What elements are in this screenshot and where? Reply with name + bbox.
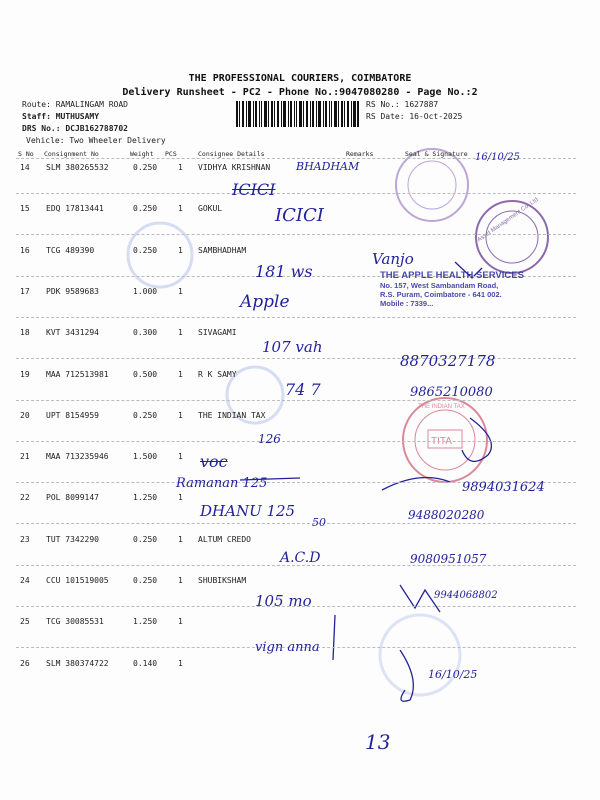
row-weight: 0.500 (133, 370, 158, 379)
runsheet-subtitle: Delivery Runsheet - PC2 - Phone No.:9047080280 - Page No.:2 (122, 87, 478, 98)
table-row (0, 617, 600, 637)
svg-text:TITA: TITA (431, 436, 452, 447)
table-row (0, 452, 600, 472)
apple-stamp-addr1: No. 157, West Sambandam Road, (380, 281, 499, 290)
row-consignee: GOKUL (198, 204, 223, 213)
row-sno: 25 (20, 617, 30, 626)
col-seal: Seal & Signature (405, 150, 468, 158)
hw-r17-a: Apple (240, 292, 290, 312)
company-title: THE PROFESSIONAL COURIERS, COIMBATORE (188, 73, 412, 84)
table-row (0, 411, 600, 431)
row-consignment: TCG 489390 (46, 246, 95, 255)
row-consignment: TUT 7342290 (46, 535, 99, 544)
row-sno: 14 (20, 163, 30, 172)
hw-r23-a: A.C.D (280, 550, 321, 566)
hw-r16-a: 181 ws (255, 262, 313, 281)
row-weight: 1.500 (133, 452, 158, 461)
row-sno: 17 (20, 287, 30, 296)
drs-label: DRS No.: DCJB162788702 (22, 124, 128, 133)
hw-r26-date: 16/10/25 (428, 668, 478, 681)
row-consignment: SLM 380374722 (46, 659, 109, 668)
row-weight: 0.250 (133, 535, 158, 544)
apple-stamp-addr2: R.S. Puram, Coimbatore - 641 002. (380, 290, 502, 299)
row-weight: 0.250 (133, 163, 158, 172)
row-divider (16, 193, 576, 194)
hw-r14-note: BHADHAM (296, 160, 360, 173)
rs-no-label: RS No.: 1627887 (366, 100, 439, 109)
hw-r21-a: voc (200, 452, 228, 471)
row-sno: 19 (20, 370, 30, 379)
row-sno: 20 (20, 411, 30, 420)
hw-r24-a: 105 mo (255, 592, 312, 610)
row-consignee: THE INDIAN TAX (198, 411, 266, 420)
row-consignment: MAA 713235946 (46, 452, 109, 461)
row-consignee: ALTUM CREDO (198, 535, 251, 544)
row-consignee: SAMBHADHAM (198, 246, 247, 255)
col-consignment: Consignment No (44, 150, 99, 158)
row-consignee: SIVAGAMI (198, 328, 237, 337)
hw-r15-note: ICICI (275, 205, 324, 226)
mgmt-stamp-text: Asset Management Co. Ltd (476, 196, 540, 244)
row-pcs: 1 (178, 617, 183, 626)
col-pcs: PCS (165, 150, 177, 158)
row-consignee: R K SAMY (198, 370, 237, 379)
row-pcs: 1 (178, 328, 183, 337)
row-pcs: 1 (178, 370, 183, 379)
row-weight: 0.140 (133, 659, 158, 668)
hw-bottom-note: 13 (365, 730, 391, 754)
row-pcs: 1 (178, 204, 183, 213)
staff-label: Staff: MUTHUSAMY (22, 112, 100, 121)
row-divider (16, 441, 576, 442)
row-divider (16, 400, 576, 401)
row-consignee: VIDHYA KRISHNAN (198, 163, 271, 172)
apple-stamp (380, 270, 590, 308)
row-sno: 23 (20, 535, 30, 544)
barcode (236, 101, 360, 127)
row-divider (16, 234, 576, 235)
col-consignee: Consignee Details (198, 150, 265, 158)
row-consignee: SHUBIKSHAM (198, 576, 247, 585)
hw-r18-phone: 8870327178 (400, 352, 496, 370)
hw-r20-a: 126 (258, 432, 281, 446)
row-weight: 1.250 (133, 617, 158, 626)
row-weight: 1.000 (133, 287, 158, 296)
indian-tax-stamp-text: THE INDIAN TAX (418, 404, 465, 410)
row-sno: 26 (20, 659, 30, 668)
row-pcs: 1 (178, 287, 183, 296)
row-pcs: 1 (178, 163, 183, 172)
row-weight: 0.250 (133, 411, 158, 420)
hw-r18-a: 107 vah (262, 338, 323, 356)
row-sno: 22 (20, 493, 30, 502)
hw-r21-phone: 9894031624 (462, 480, 545, 495)
row-pcs: 1 (178, 535, 183, 544)
row-pcs: 1 (178, 576, 183, 585)
hw-r16-b: Vanjo (372, 250, 414, 268)
row-consignment: PDK 9589683 (46, 287, 99, 296)
row-consignment: TCG 30085531 (46, 617, 104, 626)
row-pcs: 1 (178, 411, 183, 420)
row-divider (16, 523, 576, 524)
row-weight: 0.300 (133, 328, 158, 337)
row-consignment: CCU 101519005 (46, 576, 109, 585)
row-weight: 1.250 (133, 493, 158, 502)
hw-r23-phone: 9080951057 (410, 552, 487, 566)
apple-stamp-name: THE APPLE HEALTH SERVICES (380, 270, 524, 281)
row-consignment: SLM 380265532 (46, 163, 109, 172)
row-consignment: MAA 712513981 (46, 370, 109, 379)
row-pcs: 1 (178, 659, 183, 668)
row-weight: 0.250 (133, 246, 158, 255)
hw-r21-b: Ramanan 125 (176, 476, 268, 491)
row-consignment: UPT 8154959 (46, 411, 99, 420)
hw-r19-a: 74 7 (285, 380, 321, 399)
table-row (0, 493, 600, 513)
col-weight: Weight (130, 150, 154, 158)
row-pcs: 1 (178, 493, 183, 502)
row-sno: 15 (20, 204, 30, 213)
row-sno: 18 (20, 328, 30, 337)
rs-date-label: RS Date: 16-Oct-2025 (366, 112, 463, 121)
col-sno: S No (18, 150, 34, 158)
row-pcs: 1 (178, 246, 183, 255)
row-consignment: EDQ 17813441 (46, 204, 104, 213)
vehicle-label: Vehicle: Two Wheeler Delivery (26, 136, 166, 145)
route-label: Route: RAMALINGAM ROAD (22, 100, 128, 109)
row-consignment: POL 8099147 (46, 493, 99, 502)
row-pcs: 1 (178, 452, 183, 461)
row-weight: 0.250 (133, 576, 158, 585)
hw-r19-phone: 9865210080 (410, 385, 493, 400)
row-weight: 0.250 (133, 204, 158, 213)
table-row (0, 659, 600, 679)
row-sno: 16 (20, 246, 30, 255)
row-consignment: KVT 3431294 (46, 328, 99, 337)
hw-r25-a: vign anna (255, 640, 320, 655)
hw-r22-b: 50 (312, 516, 326, 529)
col-remarks: Remarks (346, 150, 374, 158)
hw-r24-phone: 9944068802 (434, 590, 498, 601)
row-sno: 24 (20, 576, 30, 585)
row-sno: 21 (20, 452, 30, 461)
hw-r22-a: DHANU 125 (200, 502, 296, 520)
hw-r14-b: ICICI (232, 180, 276, 199)
hw-r22-phone: 9488020280 (408, 508, 485, 522)
hw-r14-date: 16/10/25 (475, 152, 520, 163)
apple-stamp-addr3: Mobile : 7339... (380, 299, 434, 308)
row-divider (16, 317, 576, 318)
